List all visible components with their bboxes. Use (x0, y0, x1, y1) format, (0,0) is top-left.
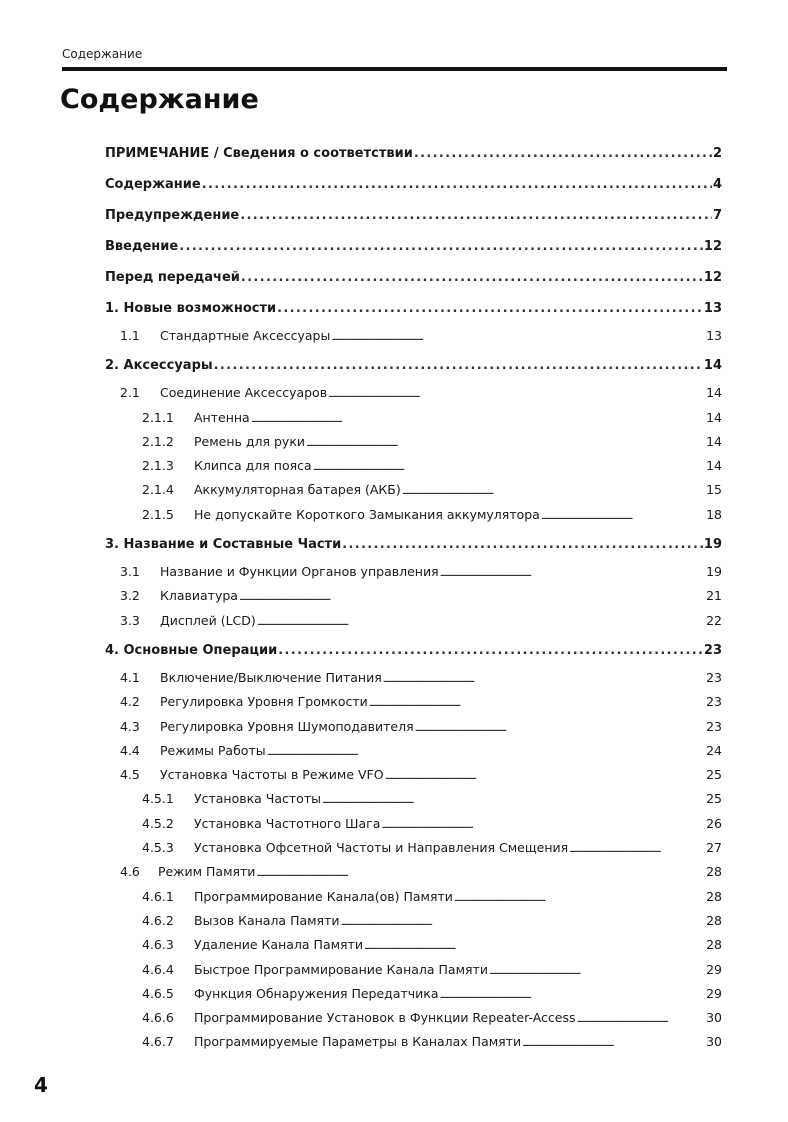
toc-entry-number: 2.1.3 (142, 458, 174, 474)
toc-entry-page: 12 (703, 239, 722, 254)
toc-entry-title: 4. Основные Операции (105, 642, 278, 658)
toc-entry-number: 4.2 (120, 694, 140, 710)
toc-leader-dots (541, 503, 705, 529)
toc-leader-dots (364, 933, 705, 959)
toc-entry-title: Аккумуляторная батарея (АКБ) (194, 482, 401, 498)
toc-entry[interactable] (105, 200, 722, 231)
toc-entry-page: 27 (706, 840, 722, 856)
toc-entry-title: 2. Аксессуары (105, 358, 213, 374)
toc-leader-dots (569, 836, 705, 862)
toc-entry[interactable] (105, 381, 722, 405)
toc-entry-title: Предупреждение (105, 208, 240, 223)
toc-leader-dots (489, 958, 705, 984)
toc-leader-dots (241, 262, 703, 293)
toc-entry-title: Установка Офсетной Частоты и Направления Смещения (194, 840, 569, 856)
toc-entry-number: 3.3 (120, 612, 140, 628)
toc-entry-number: 4.5 (120, 767, 140, 783)
toc-entry-page: 22 (706, 612, 722, 628)
toc-entry-title: Режимы Работы (160, 742, 266, 758)
toc-entry[interactable] (105, 529, 722, 560)
toc-entry[interactable] (105, 715, 722, 739)
toc-entry-title: Стандартные Аксессуары (160, 328, 331, 343)
toc-entry[interactable] (105, 430, 722, 454)
toc-entry-page: 28 (706, 937, 722, 953)
toc-entry-number: 4.6.1 (142, 888, 174, 904)
toc-entry-page: 18 (706, 506, 722, 522)
toc-entry-page: 7 (712, 208, 722, 223)
toc-entry-title: Установка Частоты в Режиме VFO (160, 767, 384, 783)
toc-leader-dots (381, 812, 705, 838)
toc-entry-number: 3.2 (120, 588, 140, 604)
toc-entry-page: 13 (703, 301, 722, 316)
toc-leader-dots (369, 690, 705, 716)
toc-entry-page: 14 (703, 358, 722, 374)
toc-entry-number: 4.6.3 (142, 937, 174, 953)
toc-entry-number: 4.5.3 (142, 840, 174, 856)
toc-leader-dots (306, 430, 705, 456)
toc-entry[interactable] (105, 787, 722, 811)
toc-leader-dots (439, 982, 705, 1008)
toc-leader-dots (179, 231, 703, 262)
toc-entry[interactable] (105, 909, 722, 933)
toc-entry[interactable] (105, 138, 722, 169)
toc-entry-title: Функция Обнаружения Передатчика (194, 985, 439, 1001)
toc-entry-page: 28 (706, 888, 722, 904)
toc-entry[interactable] (105, 690, 722, 714)
toc-entry-title: Клипса для пояса (194, 458, 312, 474)
toc-entry-title: Быстрое Программирование Канала Памяти (194, 961, 488, 977)
toc-leader-dots (202, 169, 712, 200)
toc-entry-page: 30 (706, 1034, 722, 1050)
toc-entry-title: ПРИМЕЧАНИЕ / Сведения о соответствии (105, 146, 413, 161)
toc-entry-title: Не допускайте Короткого Замыкания аккумулятора (194, 506, 540, 522)
toc-entry-page: 14 (706, 385, 722, 401)
toc-entry-page: 23 (703, 642, 722, 658)
toc-entry-title: Регулировка Уровня Громкости (160, 694, 368, 710)
toc-leader-dots (522, 1030, 705, 1056)
toc-entry-title: Удаление Канала Памяти (194, 937, 363, 953)
toc-leader-dots (340, 909, 705, 935)
toc-entry-page: 14 (706, 433, 722, 449)
toc-entry[interactable] (105, 635, 722, 666)
toc-entry-page: 14 (706, 409, 722, 425)
toc-entry-number: 2.1.5 (142, 506, 174, 522)
toc-entry-number: 2.1 (120, 385, 140, 401)
toc-entry[interactable] (105, 169, 722, 200)
toc-leader-dots (256, 860, 705, 886)
toc-leader-dots (414, 138, 712, 169)
toc-entry-number: 4.6 (120, 864, 140, 880)
toc-entry-page: 21 (706, 588, 722, 604)
toc-entry[interactable] (105, 262, 722, 293)
toc-entry-title: Перед передачей (105, 270, 240, 285)
toc-entry-page: 29 (706, 985, 722, 1001)
toc-entry-page: 19 (703, 537, 722, 553)
toc-entry-number: 4.6.4 (142, 961, 174, 977)
toc-entry-title: Соединение Аксессуаров (160, 385, 328, 401)
toc-leader-dots (277, 293, 703, 324)
toc-entry[interactable] (105, 933, 722, 957)
toc-entry-page: 23 (706, 718, 722, 734)
toc-entry-number: 2.1.4 (142, 482, 174, 498)
toc-entry[interactable] (105, 231, 722, 262)
toc-entry[interactable] (105, 1030, 722, 1054)
page-number: 4 (34, 1073, 48, 1097)
toc-entry-title: Режим Памяти (158, 864, 256, 880)
toc-entry-title: Введение (105, 239, 179, 254)
toc-entry-number: 3.1 (120, 564, 140, 580)
toc-entry[interactable] (105, 982, 722, 1006)
page-title: Содержание (60, 84, 259, 115)
toc-leader-dots (577, 1006, 706, 1032)
toc-entry-title: Установка Частоты (194, 791, 321, 807)
toc-entry-number: 4.1 (120, 669, 140, 685)
toc-entry-title: Программирование Установок в Функции Repeater-Access (194, 1010, 576, 1026)
toc-entry[interactable] (105, 324, 722, 348)
toc-leader-dots (331, 324, 705, 350)
toc-entry-title: Антенна (194, 409, 250, 425)
toc-leader-dots (240, 200, 712, 231)
toc-entry-page: 15 (706, 482, 722, 498)
toc-entry-title: Программируемые Параметры в Каналах Памяти (194, 1034, 522, 1050)
toc-entry-number: 4.6.7 (142, 1034, 174, 1050)
toc-leader-dots (440, 560, 706, 586)
toc-entry-number: 4.5.1 (142, 791, 174, 807)
toc-entry-page: 26 (706, 815, 722, 831)
toc-entry[interactable] (105, 454, 722, 478)
toc-entry-page: 23 (706, 694, 722, 710)
toc-entry[interactable] (105, 812, 722, 836)
toc-entry[interactable] (105, 1006, 722, 1030)
toc-entry-page: 28 (706, 912, 722, 928)
toc-entry-page: 24 (706, 742, 722, 758)
toc-entry-title: Программирование Канала(ов) Памяти (194, 888, 453, 904)
toc-entry-page: 13 (706, 328, 722, 343)
toc-entry-title: Дисплей (LCD) (160, 612, 256, 628)
table-of-contents (105, 138, 722, 1055)
toc-entry[interactable] (105, 478, 722, 502)
toc-entry-number: 4.4 (120, 742, 140, 758)
toc-entry[interactable] (105, 560, 722, 584)
toc-entry-page: 2 (712, 146, 722, 161)
toc-entry-number: 4.5.2 (142, 815, 174, 831)
toc-entry-number: 2.1.2 (142, 433, 174, 449)
toc-leader-dots (239, 584, 705, 610)
toc-entry[interactable] (105, 293, 722, 324)
toc-entry-title: Клавиатура (160, 588, 238, 604)
toc-entry-title: 1. Новые возможности (105, 301, 277, 316)
toc-entry-page: 30 (706, 1010, 722, 1026)
toc-entry[interactable] (105, 958, 722, 982)
toc-entry[interactable] (105, 836, 722, 860)
toc-entry-page: 4 (712, 177, 722, 192)
toc-leader-dots (342, 529, 703, 560)
toc-leader-dots (385, 763, 706, 789)
toc-entry-page: 14 (706, 458, 722, 474)
toc-entry-page: 19 (706, 564, 722, 580)
toc-entry-page: 29 (706, 961, 722, 977)
toc-entry[interactable] (105, 609, 722, 633)
toc-leader-dots (322, 787, 705, 813)
toc-entry[interactable] (105, 666, 722, 690)
toc-entry[interactable] (105, 584, 722, 608)
toc-leader-dots (278, 635, 703, 666)
toc-entry-number: 4.3 (120, 718, 140, 734)
running-header: Содержание (62, 47, 143, 61)
toc-entry[interactable] (105, 350, 722, 381)
toc-entry-title: Содержание (105, 177, 201, 192)
toc-entry-page: 12 (703, 270, 722, 285)
toc-entry-page: 25 (706, 767, 722, 783)
toc-leader-dots (313, 454, 705, 480)
toc-entry[interactable] (105, 860, 722, 884)
toc-leader-dots (267, 739, 706, 765)
toc-entry-title: Регулировка Уровня Шумоподавителя (160, 718, 414, 734)
toc-entry-page: 25 (706, 791, 722, 807)
toc-entry-number: 4.6.6 (142, 1010, 174, 1026)
header-rule (62, 67, 727, 71)
toc-entry-page: 28 (706, 864, 722, 880)
toc-entry-number: 4.6.5 (142, 985, 174, 1001)
toc-entry[interactable] (105, 885, 722, 909)
toc-entry[interactable] (105, 763, 722, 787)
toc-leader-dots (383, 666, 705, 692)
toc-leader-dots (454, 885, 705, 911)
toc-entry-number: 4.6.2 (142, 912, 174, 928)
toc-leader-dots (415, 715, 705, 741)
toc-entry-title: 3. Название и Составные Части (105, 537, 342, 553)
toc-entry[interactable] (105, 406, 722, 430)
toc-entry-title: Включение/Выключение Питания (160, 669, 382, 685)
toc-leader-dots (402, 478, 705, 504)
toc-leader-dots (257, 609, 705, 635)
toc-entry[interactable] (105, 739, 722, 763)
toc-entry-number: 2.1.1 (142, 409, 174, 425)
toc-entry-title: Ремень для руки (194, 433, 305, 449)
toc-entry-title: Вызов Канала Памяти (194, 912, 340, 928)
toc-leader-dots (214, 350, 703, 381)
toc-entry-title: Установка Частотного Шага (194, 815, 381, 831)
toc-entry-title: Название и Функции Органов управления (160, 564, 439, 580)
toc-entry-page: 23 (706, 669, 722, 685)
toc-leader-dots (251, 406, 705, 432)
toc-entry[interactable] (105, 503, 722, 527)
toc-leader-dots (328, 381, 705, 407)
toc-entry-number: 1.1 (120, 328, 140, 343)
